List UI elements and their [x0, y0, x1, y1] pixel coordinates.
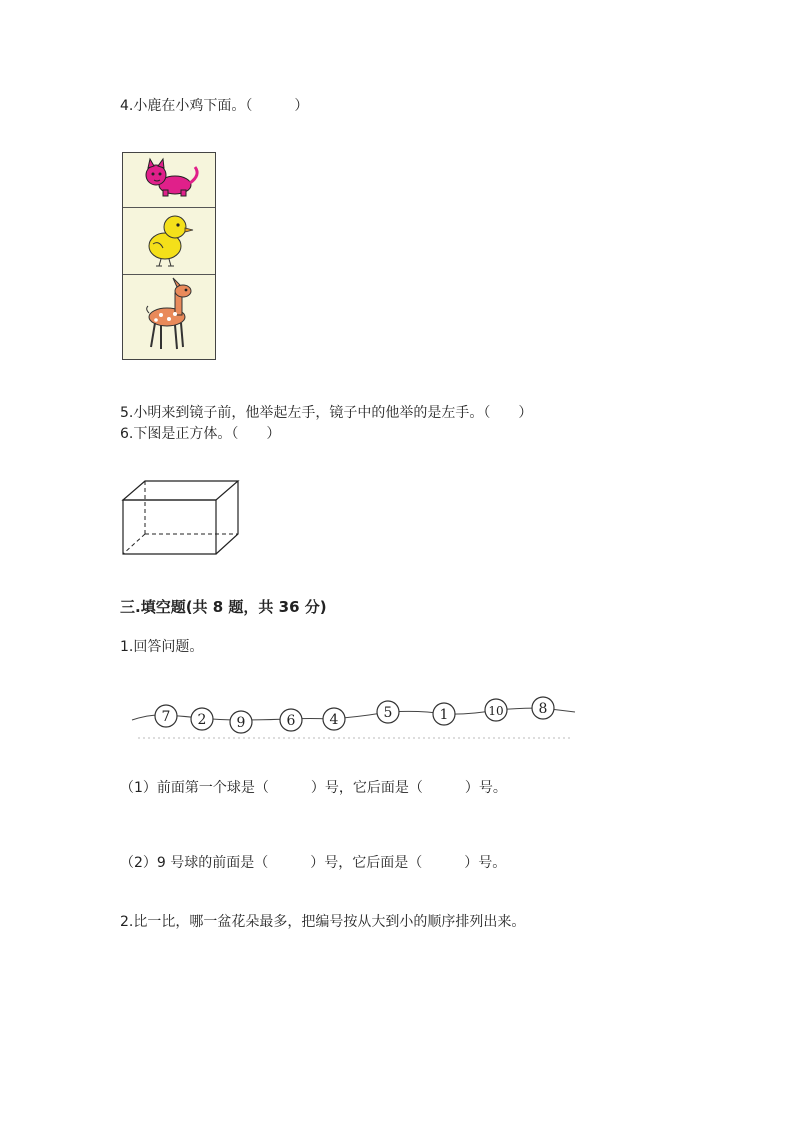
ball-label-6: 6 — [286, 713, 296, 729]
question-6: 6.下图是正方体。（ ） — [120, 426, 281, 442]
ball-label-10: 10 — [488, 704, 504, 718]
ball-row-figure — [130, 692, 580, 742]
cat-icon — [123, 153, 215, 207]
section-3-question-2: 2.比一比，哪一盆花朵最多，把编号按从大到小的顺序排列出来。 — [120, 914, 526, 930]
question-5: 5.小明来到镜子前，他举起左手，镜子中的他举的是左手。（ ） — [120, 405, 533, 421]
chick-cell — [123, 208, 215, 275]
ball-label-8: 8 — [538, 701, 548, 717]
cat-cell — [123, 153, 215, 208]
sub-question-2: （2）9 号球的前面是（ ）号，它后面是（ ）号。 — [120, 855, 507, 871]
deer-cell — [123, 275, 215, 360]
question-4: 4.小鹿在小鸡下面。（ ） — [120, 98, 309, 114]
cuboid-figure — [120, 478, 242, 558]
section-3-question-1: 1.回答问题。 — [120, 639, 204, 655]
ball-label-1: 1 — [439, 707, 449, 723]
ball-label-2: 2 — [197, 712, 207, 728]
sub-question-1: （1）前面第一个球是（ ）号，它后面是（ ）号。 — [120, 780, 507, 796]
animal-stack-figure — [122, 152, 216, 360]
chick-icon — [123, 208, 215, 274]
ball-label-7: 7 — [161, 709, 171, 725]
ball-label-4: 4 — [329, 712, 339, 728]
ball-label-9: 9 — [236, 715, 246, 731]
ball-label-5: 5 — [383, 705, 393, 721]
deer-icon — [123, 275, 215, 359]
ball-group — [155, 697, 554, 733]
section-3-title: 三.填空题(共 8 题，共 36 分) — [120, 598, 327, 616]
